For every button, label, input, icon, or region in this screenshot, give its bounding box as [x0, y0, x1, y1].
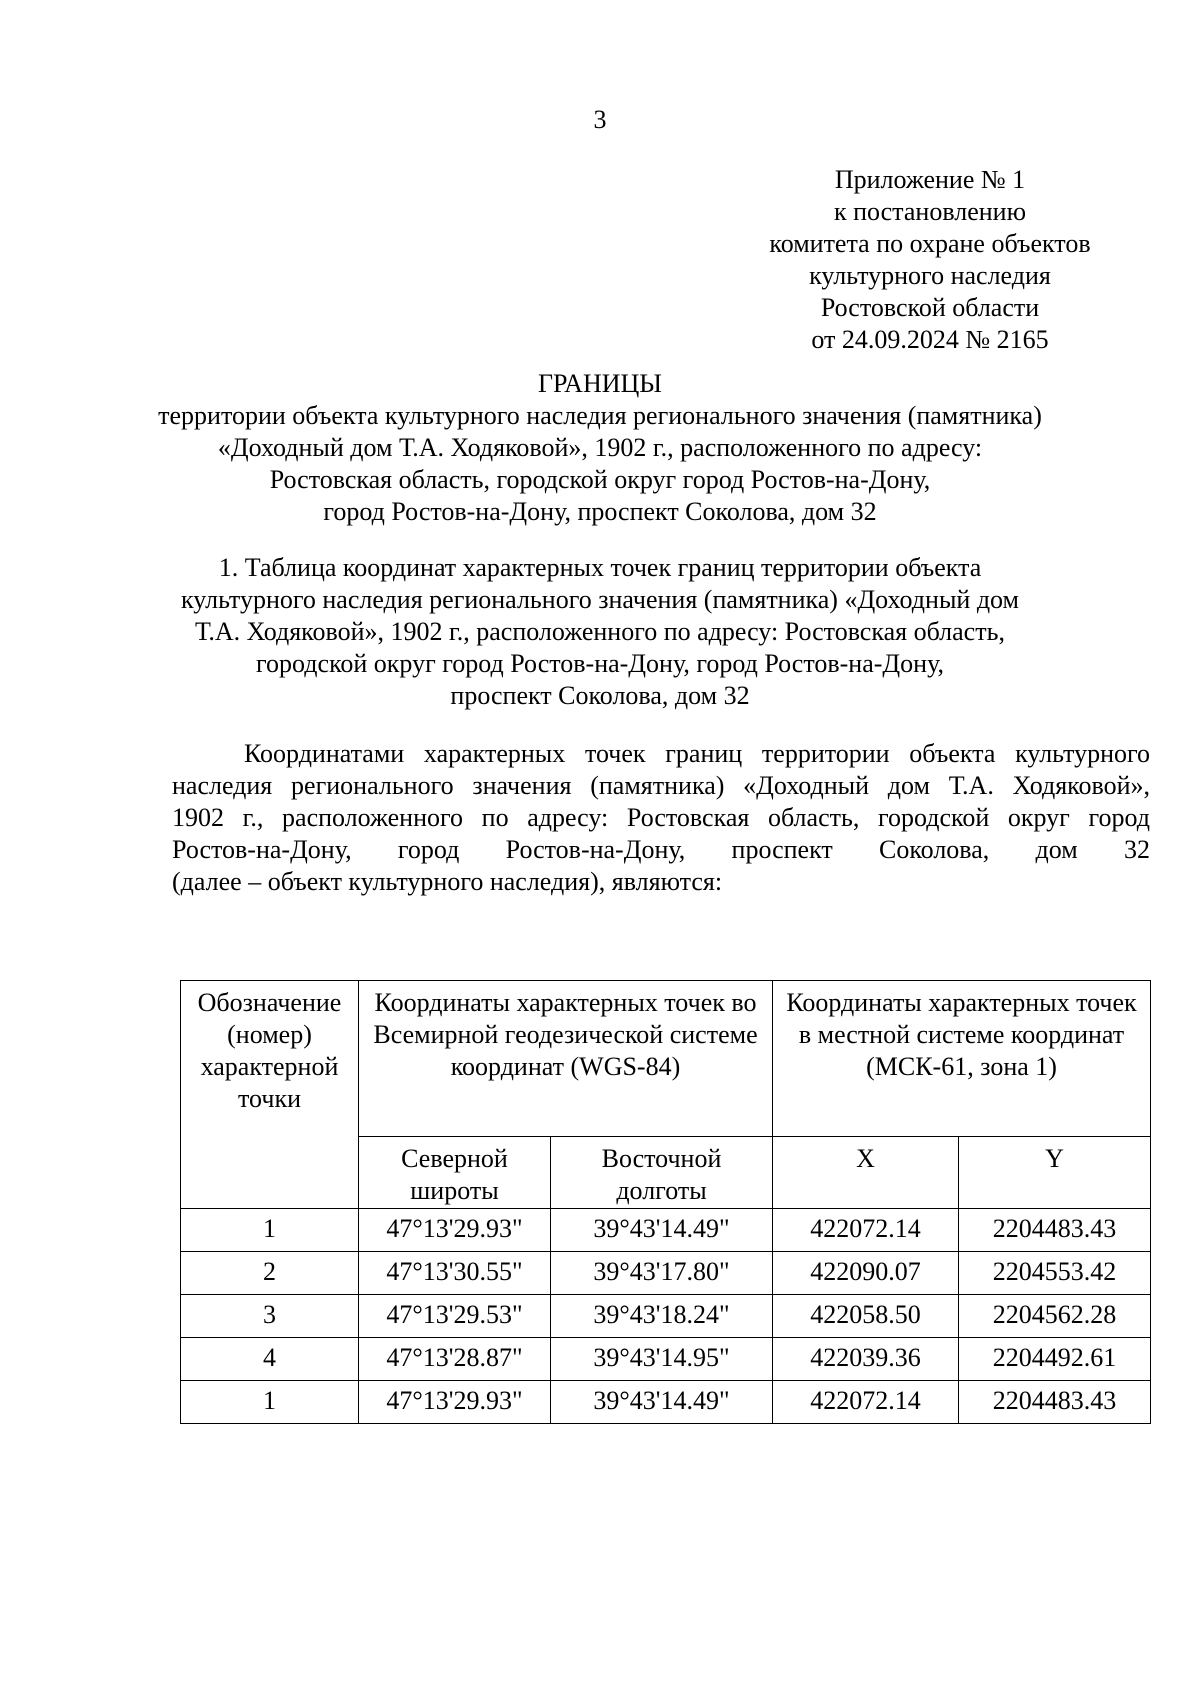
cell-point: 3 [181, 1295, 359, 1338]
title-line: территории объекта культурного наследия регионального значения (памятника) [158, 401, 1042, 430]
table-caption-line: 1. Таблица координат характерных точек границ территории объекта [218, 553, 982, 582]
header-y: Y [959, 1137, 1151, 1209]
appendix-line: к постановлению [833, 197, 1027, 226]
table-row [181, 1295, 1151, 1338]
appendix-block [740, 164, 1120, 356]
appendix-line: культурного наследия [809, 261, 1051, 290]
cell-point: 4 [181, 1338, 359, 1381]
table-caption-line: Т.А. Ходяковой», 1902 г., расположенного по адресу: Ростовская область, [195, 617, 1005, 646]
cell-x: 422090.07 [773, 1252, 959, 1295]
title-line: «Доходный дом Т.А. Ходяковой», 1902 г., расположенного по адресу: [217, 433, 983, 462]
appendix-line: комитета по охране объектов [769, 229, 1091, 258]
table-caption-line: городской округ город Ростов-на-Дону, город Ростов-на-Дону, [256, 649, 944, 678]
header-point: Обозначение (номер) характерной точки [181, 981, 359, 1209]
cell-north: 47°13'29.93" [359, 1209, 551, 1252]
table-row [181, 1381, 1151, 1424]
document-title [150, 368, 1050, 528]
coordinates-table [180, 980, 1151, 1424]
appendix-line: Приложение № 1 [834, 165, 1026, 194]
cell-north: 47°13'28.87" [359, 1338, 551, 1381]
cell-y: 2204553.42 [959, 1252, 1151, 1295]
header-north-latitude: Северной широты [359, 1137, 551, 1209]
cell-north: 47°13'29.93" [359, 1381, 551, 1424]
cell-point: 2 [181, 1252, 359, 1295]
header-wgs84: Координаты характерных точек во Всемирной геодезической системе координат (WGS-84) [359, 981, 773, 1137]
cell-north: 47°13'30.55" [359, 1252, 551, 1295]
title-line: город Ростов-на-Дону, проспект Соколова, дом 32 [323, 497, 877, 526]
cell-east: 39°43'14.95" [551, 1338, 773, 1381]
intro-line: (далее – объект культурного наследия), являются: [172, 867, 723, 896]
cell-east: 39°43'18.24" [551, 1295, 773, 1338]
cell-east: 39°43'17.80" [551, 1252, 773, 1295]
cell-point: 1 [181, 1209, 359, 1252]
appendix-line: от 24.09.2024 № 2165 [811, 325, 1049, 354]
cell-east: 39°43'14.49" [551, 1381, 773, 1424]
cell-point: 1 [181, 1381, 359, 1424]
intro-line: Ростов-на-Дону, город Ростов-на-Дону, проспект Соколова, дом 32 [172, 835, 1150, 864]
cell-y: 2204483.43 [959, 1381, 1151, 1424]
appendix-line: Ростовской области [820, 293, 1040, 322]
intro-paragraph [172, 738, 1150, 898]
cell-y: 2204562.28 [959, 1295, 1151, 1338]
header-x: X [773, 1137, 959, 1209]
table-caption-line: культурного наследия регионального значения (памятника) «Доходный дом [180, 585, 1020, 614]
table-caption [150, 552, 1050, 712]
intro-line: 1902 г., расположенного по адресу: Ростовская область, городской округ город [172, 803, 1150, 832]
cell-x: 422072.14 [773, 1209, 959, 1252]
page-number: 3 [593, 105, 607, 134]
intro-line: Координатами характерных точек границ территории объекта культурного [244, 739, 1150, 768]
header-east-longitude: Восточной долготы [551, 1137, 773, 1209]
title-line: Ростовская область, городской округ город Ростов-на-Дону, [269, 465, 931, 494]
table-caption-line: проспект Соколова, дом 32 [450, 681, 750, 710]
table-row [181, 1209, 1151, 1252]
cell-x: 422058.50 [773, 1295, 959, 1338]
cell-east: 39°43'14.49" [551, 1209, 773, 1252]
cell-x: 422072.14 [773, 1381, 959, 1424]
cell-x: 422039.36 [773, 1338, 959, 1381]
cell-y: 2204492.61 [959, 1338, 1151, 1381]
header-msk61: Координаты характерных точек в местной системе координат (МСК-61, зона 1) [773, 981, 1151, 1137]
cell-y: 2204483.43 [959, 1209, 1151, 1252]
cell-north: 47°13'29.53" [359, 1295, 551, 1338]
table-row [181, 1338, 1151, 1381]
table-row [181, 1252, 1151, 1295]
title-heading: ГРАНИЦЫ [538, 369, 662, 398]
intro-line: наследия регионального значения (памятника) «Доходный дом Т.А. Ходяковой», [172, 771, 1150, 800]
